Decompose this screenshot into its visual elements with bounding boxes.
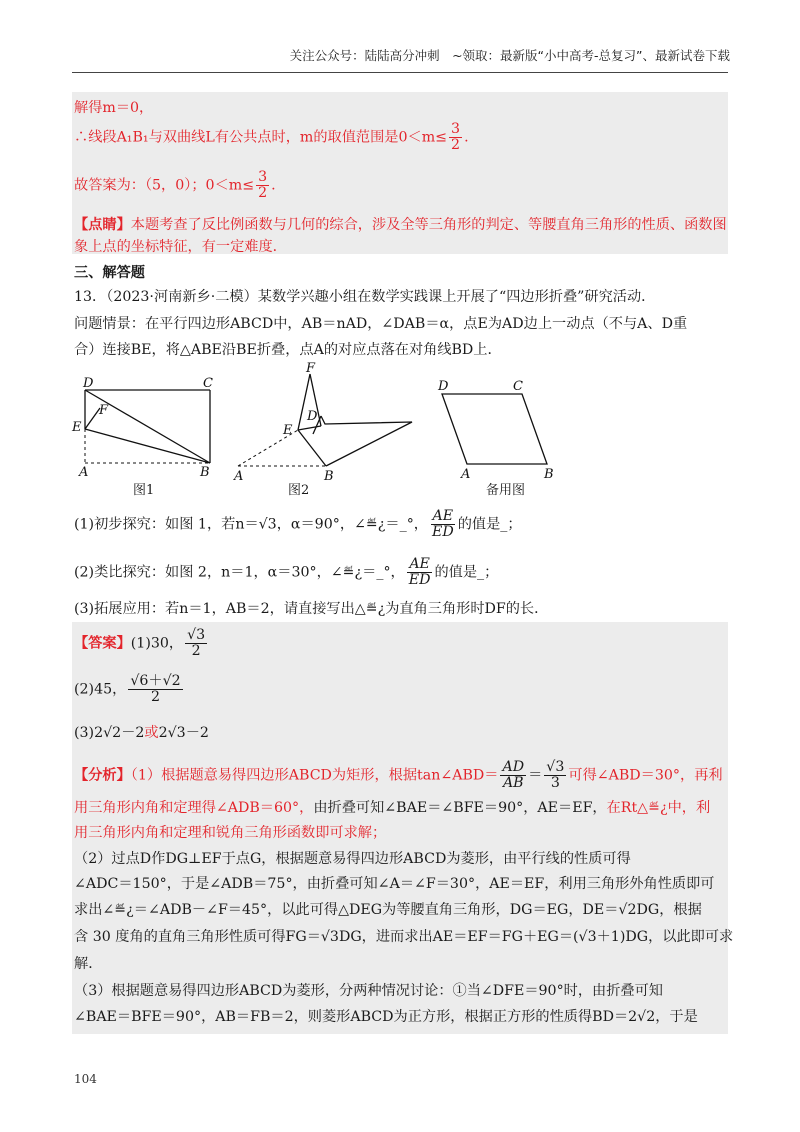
question-3-tail: 为直角三角形时DF的长． [385, 601, 549, 617]
label-B: B [200, 465, 210, 480]
section-title: 三、解答题 [74, 265, 145, 281]
analysis-text: 用三角形内角和定理得∠ADB＝60°， [74, 800, 314, 816]
analysis-line-6 [74, 899, 702, 919]
analysis-text: 中，利 [667, 800, 711, 816]
analysis-line-5: ∠ADC＝150°，于是∠ADB＝75°，由折叠可知∠A＝∠F＝30°，AE＝EF，利用三角形外角性质即可 [74, 876, 715, 892]
problem-line-2: 问题情景：在平行四边形ABCD中，AB＝nAD，∠DAB＝α，点E为AD边上一动点（不与A、D重 [74, 316, 688, 332]
fraction-denominator: 3 [550, 774, 560, 791]
label-F: F [99, 403, 109, 418]
comment-line-2: 象上点的坐标特征，有一定难度． [74, 239, 287, 255]
garbled-glyph: ≝¿ [365, 601, 386, 617]
solution-line-2-text: ∴线段A₁B₁与双曲线L有公共点时，m的取值范围是0＜m≤ [74, 129, 448, 146]
fraction-denominator: AB [502, 774, 524, 791]
answer-3 [74, 722, 209, 742]
fraction-numerator: 3 [258, 169, 268, 185]
label-D: D [438, 379, 449, 394]
problem-line-1: 13．（2023·河南新乡·二模）某数学兴趣小组在数学实践课上开展了“四边形折叠”研究活动． [74, 289, 656, 305]
question-1-blank: ＝_°， [385, 516, 428, 533]
answer-1-fraction [185, 628, 207, 659]
answer-1 [74, 628, 209, 659]
header-divider [72, 72, 728, 73]
analysis-line-7: 含 30 度角的直角三角形性质可得FG＝√3DG，进而求出AE＝EF＝FG＋EG＝(√3＋1)DG，以此即可求 [74, 929, 734, 945]
solution-line-1: 解得m＝0， [74, 100, 154, 116]
analysis-text-tail: 可得∠ABD＝30°，再利 [568, 767, 723, 784]
answer-2-text: (2)45， [74, 681, 127, 698]
analysis-line-4: （2）过点D作DG⊥EF于点G，根据题意易得四边形ABCD为菱形，由平行线的性质可得 [74, 851, 631, 867]
label-B: B [324, 469, 334, 484]
fraction-3-2 [449, 122, 462, 153]
fraction-ae-ed [407, 557, 433, 588]
label-F: F [306, 361, 316, 376]
figure-3-caption: 备用图 [486, 483, 526, 498]
garbled-glyph: ≝¿ [365, 516, 386, 533]
question-1 [74, 509, 522, 540]
page-number: 104 [74, 1072, 97, 1086]
fraction-numerator: AD [502, 759, 525, 775]
question-3 [74, 598, 548, 618]
comment-label: 【点睛】 [74, 217, 131, 233]
fraction-ae-ed [430, 509, 456, 540]
garbled-glyph: ≝¿ [342, 564, 363, 581]
fraction-denominator: 2 [150, 688, 161, 705]
figure-2-caption: 图2 [288, 483, 310, 498]
solution-line-3-text: 故答案为：（5，0）；0＜m≤ [74, 177, 255, 194]
period: . [271, 177, 276, 194]
answer-3-or: 或 [144, 725, 159, 741]
label-C: C [513, 379, 523, 394]
answer-2 [74, 674, 185, 705]
analysis-line-2 [74, 797, 710, 817]
question-1-tail: 的值是_； [457, 516, 522, 533]
garbled-glyph: ≝¿ [648, 800, 668, 816]
garbled-glyph: ≝¿ [114, 902, 134, 918]
label-E: E [283, 423, 293, 438]
analysis-line-8: 解． [74, 956, 103, 972]
fraction-numerator: AE [432, 508, 454, 524]
question-2-tail: 的值是_； [434, 564, 499, 581]
analysis-text: 在Rt△ [606, 800, 649, 816]
answer-3-part-a: (3)2√2－2 [74, 725, 145, 741]
fraction-numerator: √3 [546, 759, 565, 775]
label-D: D [307, 409, 318, 424]
fraction-numerator: 3 [451, 121, 461, 137]
solution-line-3 [74, 170, 276, 201]
equals-sign: ＝ [528, 767, 543, 784]
comment-line-1 [74, 214, 727, 234]
question-1-text: (1)初步探究：如图 1，若n＝√3，α＝90°，∠ [74, 516, 366, 533]
label-B: B [544, 467, 554, 480]
fraction-denominator: 2 [191, 642, 201, 659]
question-2-blank: ＝_°， [362, 564, 405, 581]
analysis-line-9: （3）根据题意易得四边形ABCD为菱形，分两种情况讨论：①当∠DFE＝90°时，由折叠可知 [74, 983, 663, 999]
analysis-line-1 [74, 760, 723, 791]
problem-line-3: 合）连接BE，将△ABE沿BE折叠，点A的对应点落在对角线BD上． [74, 342, 502, 358]
label-D: D [83, 376, 94, 391]
figure-3 [432, 370, 562, 480]
figure-1-caption: 图1 [133, 483, 155, 498]
answer-label: 【答案】 [74, 635, 131, 652]
answer-2-fraction [128, 674, 182, 705]
analysis-text: （1）根据题意易得四边形ABCD为矩形，根据tan∠ABD＝ [130, 767, 499, 784]
fraction-denominator: ED [431, 523, 454, 540]
label-A: A [79, 465, 89, 480]
fraction-denominator: ED [408, 571, 431, 588]
comment-text: 本题考查了反比例函数与几何的综合，涉及全等三角形的判定、等腰直角三角形的性质、函数图 [130, 217, 727, 233]
analysis-text: 求出∠ [74, 902, 115, 918]
fraction-denominator: 2 [258, 184, 268, 201]
fraction-numerator: AE [409, 556, 430, 572]
fraction-numerator: √3 [187, 627, 206, 643]
fraction-ad-ab [500, 760, 526, 791]
solution-line-2 [74, 122, 469, 153]
label-A: A [234, 469, 244, 484]
fraction-denominator: 2 [451, 136, 461, 153]
figure-2 [228, 360, 428, 486]
fraction-root3-3 [544, 760, 566, 791]
question-2-text: (2)类比探究：如图 2，n＝1，α＝30°，∠ [74, 564, 343, 581]
label-A: A [461, 467, 471, 480]
answer-3-part-b: 2√3－2 [158, 725, 209, 741]
fraction-3-2 [256, 170, 269, 201]
label-E: E [72, 420, 82, 435]
label-C: C [203, 376, 213, 391]
analysis-text: ＝∠ADB－∠F＝45°，以此可得△DEG为等腰直角三角形，DG＝EG，DE＝√2DG，根据 [133, 902, 702, 918]
fraction-numerator: √6＋√2 [130, 673, 181, 689]
period: . [464, 129, 469, 146]
analysis-text-black: 由折叠可知∠BAE＝∠BFE＝90°，AE＝EF， [313, 800, 607, 816]
question-2 [74, 557, 498, 588]
analysis-label: 【分析】 [74, 767, 131, 784]
page-header: 关注公众号：陆陆高分冲刺 ~领取：最新版“小中高考-总复习”、最新试卷下载 [289, 48, 730, 63]
analysis-line-10: ∠BAE＝BFE＝90°，AB＝FB＝2，则菱形ABCD为正方形，根据正方形的性质得BD＝2√2，于是 [74, 1009, 698, 1025]
analysis-line-3: 用三角形内角和定理和锐角三角形函数即可求解； [74, 825, 387, 841]
question-3-text: (3)拓展应用：若n＝1，AB＝2，请直接写出△ [74, 601, 366, 617]
answer-1-text: (1)30， [130, 635, 184, 652]
